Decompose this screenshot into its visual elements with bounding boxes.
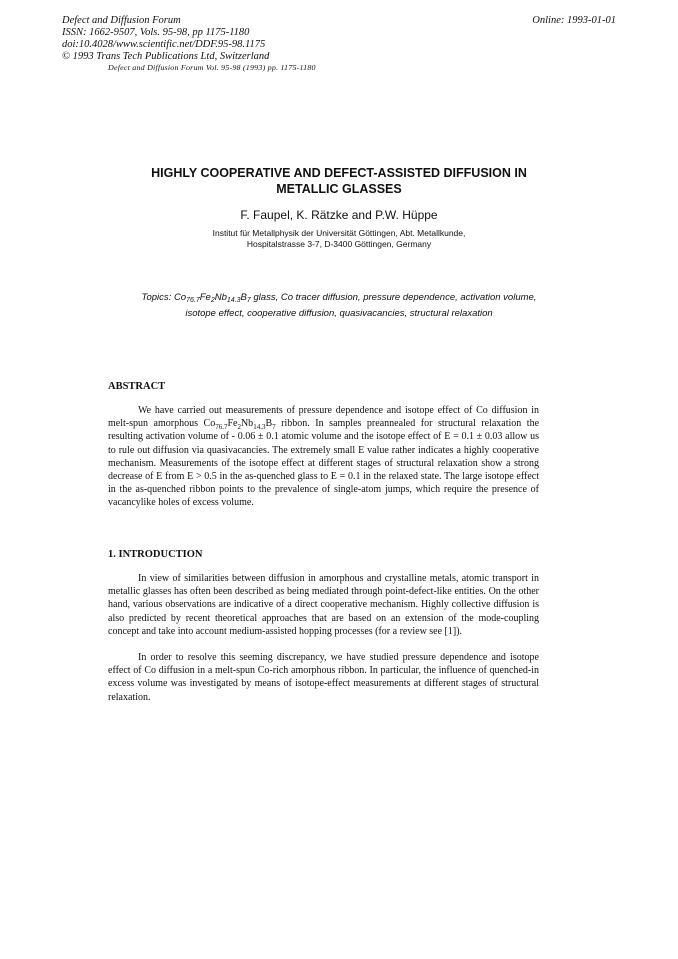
issn-line: ISSN: 1662-9507, Vols. 95-98, pp 1175-1180: [62, 27, 250, 38]
affiliation-line-2: Hospitalstrasse 3-7, D-3400 Göttingen, Germany: [246, 239, 432, 249]
affiliation: [60, 228, 618, 250]
journal-header: [62, 15, 269, 63]
abstract-formula: $Co_{76.7}Fe_2Nb_{14.3}B_7$: [203, 418, 276, 432]
topics-formula: $Co_{76.7}Fe_2Nb_{14.3}B_7$: [173, 292, 251, 304]
abstract-text-a: We have carried out measurements of pressure dependence and isotope effect of Co diffusion in melt-spun amorphous: [108, 405, 539, 430]
online-date: Online: 1993-01-01: [532, 15, 616, 26]
running-head: Defect and Diffusion Forum Vol. 95-98 (1993) pp. 1175-1180: [108, 63, 316, 72]
title-line-1: HIGHLY COOPERATIVE AND DEFECT-ASSISTED DIFFUSION IN: [151, 166, 527, 180]
topics-line-1-rest: glass, Co tracer diffusion, pressure dependence, activation volume,: [253, 292, 537, 303]
abstract-text-b: ribbon. In samples preannealed for structural relaxation the resulting activation volume of - 0.06 ± 0.1 atomic volume and the isotope effect of E = 0.1 ± 0.03 allow us to rule out diffusion via quasivacancies. The extremely small E value rather indicates a highly cooperative mechanism. Measurements of the isotope effect at different stages of structural relaxation show a strong decrease of E from E > 0.5 in the as-quenched glass to E = 0.1 in the relaxed state. The large isotope effect in the as-quenched ribbon points to the prevalence of single-atom jumps, which require the presence of vacancylike holes of excess volume.: [108, 418, 540, 509]
abstract-text: [108, 404, 539, 510]
introduction-heading: 1. INTRODUCTION: [108, 549, 203, 560]
doi-link[interactable]: doi:10.4028/www.scientific.net/DDF.95-98.1175: [62, 39, 266, 50]
authors: F. Faupel, K. Rätzke and P.W. Hüppe: [240, 208, 438, 222]
abstract-heading: ABSTRACT: [108, 381, 166, 392]
title-line-2: METALLIC GLASSES: [276, 181, 402, 196]
topics-line-1: [108, 291, 570, 307]
affiliation-line-1: Institut für Metallphysik der Universität Göttingen, Abt. Metallkunde,: [212, 228, 466, 238]
topics: [108, 291, 570, 320]
paper-title: [60, 166, 618, 197]
topics-label: Topics:: [141, 292, 172, 303]
journal-name: Defect and Diffusion Forum: [62, 15, 181, 26]
topics-line-2: isotope effect, cooperative diffusion, quasivacancies, structural relaxation: [185, 308, 493, 319]
introduction-paragraph-2: In order to resolve this seeming discrepancy, we have studied pressure dependence and isotope effect of Co diffusion in a melt-spun Co-rich amorphous ribbon. In particular, the influence of quenched-in excess volume was investigated by means of isotope-effect measurements at different stages of structural relaxation.: [108, 652, 539, 703]
introduction-paragraph-1: In view of similarities between diffusion in amorphous and crystalline metals, atomic transport in metallic glasses has often been described as being mediated through point-defect-like entities. On the other hand, various observations are indicative of a direct cooperative mechanism. Highly collective diffusion is also predicted by recent theoretical approaches that are based on an extension of the mode-coupling concept and take into account medium-assisted hopping processes (for a review see [1]).: [108, 573, 539, 637]
copyright-line: © 1993 Trans Tech Publications Ltd, Switzerland: [62, 51, 270, 62]
